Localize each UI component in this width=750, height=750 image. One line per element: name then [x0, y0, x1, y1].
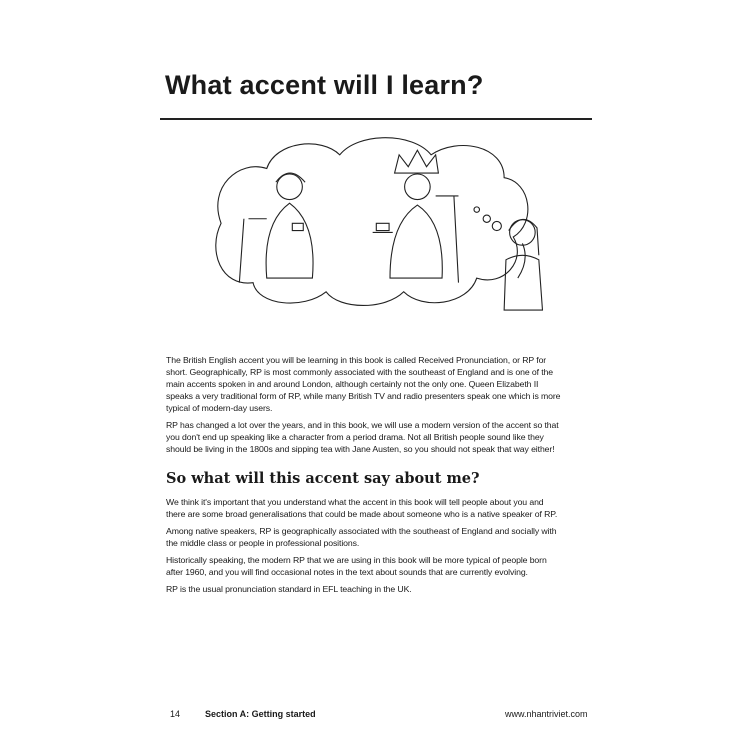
- queen-with-teacup: [373, 150, 459, 282]
- website-url: www.nhantriviet.com: [505, 709, 588, 719]
- text-line: Historically speaking, the modern RP that we are using in this book will be more typical of people born: [166, 555, 547, 565]
- text-line: the middle class or people in professional positions.: [166, 538, 360, 548]
- thought-dot: [474, 207, 479, 212]
- thought-cloud: [216, 138, 528, 306]
- title-rule: [160, 118, 592, 120]
- text-line: Among native speakers, RP is geographically associated with the southeast of England and socially with: [166, 526, 557, 536]
- text-line: RP is the usual pronunciation standard in EFL teaching in the UK.: [166, 584, 412, 594]
- text-line: The British English accent you will be learning in this book is called Received Pronunciation, or RP for: [166, 355, 547, 365]
- page-title: What accent will I learn?: [165, 70, 484, 100]
- section-label: Section A: Getting started: [205, 709, 316, 719]
- text-line: short. Geographically, RP is most commonly associated with the southeast of England and is one of the: [166, 367, 554, 377]
- text-line: after 1960, and you will find occasional notes in the text about sounds that are currently evolving.: [166, 567, 528, 577]
- text-line: you don't end up speaking like a character from a period drama. Not all British people sound like they: [166, 432, 544, 442]
- thought-dot: [492, 221, 501, 230]
- illustration-thought-bubble: [185, 132, 595, 342]
- paragraph: [166, 554, 596, 578]
- intro-text: [166, 354, 596, 460]
- woman-with-teacup: [239, 173, 313, 283]
- paragraph: [166, 419, 596, 455]
- thinking-girl: [504, 219, 542, 310]
- paragraph: [166, 496, 596, 520]
- text-line: there are some broad generalisations that could be made about someone who is a native speaker of RP.: [166, 509, 558, 519]
- page-number: 14: [170, 709, 181, 719]
- text-line: should be living in the 1800s and sipping tea with Jane Austen, so you should not speak that way either!: [166, 444, 555, 454]
- text-line: main accents spoken in and around London, although certainly not the only one. Queen Elizabeth II: [166, 379, 539, 389]
- paragraph: [166, 583, 596, 595]
- paragraph: [166, 525, 596, 549]
- text-line: typical of modern-day users.: [166, 403, 273, 413]
- text-line: speaks a very traditional form of RP, while many British TV and radio presenters speak one which is more: [166, 391, 561, 401]
- thought-dot: [483, 215, 490, 222]
- text-line: RP has changed a lot over the years, and in this book, we will use a modern version of the accent so that: [166, 420, 559, 430]
- subheading: So what will this accent say about me?: [166, 470, 480, 487]
- section-text: [166, 496, 596, 600]
- text-line: We think it's important that you understand what the accent in this book will tell people about you and: [166, 497, 544, 507]
- paragraph: [166, 354, 596, 414]
